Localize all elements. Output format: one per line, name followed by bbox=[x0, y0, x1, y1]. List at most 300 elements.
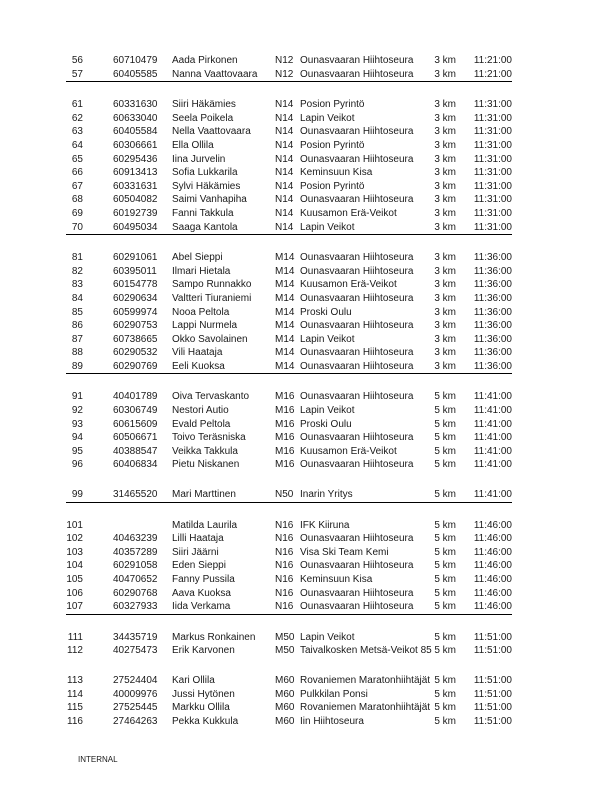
id-cell: 27525445 bbox=[113, 702, 158, 714]
time-cell: 11:36:00 bbox=[473, 360, 512, 372]
name-cell: Sylvi Häkämies bbox=[172, 180, 241, 192]
time-cell: 11:51:00 bbox=[473, 688, 512, 700]
dist-cell: 3 km bbox=[434, 68, 456, 80]
id-cell: 60405585 bbox=[113, 68, 158, 80]
id-cell: 40470652 bbox=[113, 574, 158, 585]
table-row bbox=[66, 221, 512, 235]
cls-cell: N16 bbox=[275, 533, 294, 545]
club-cell: Kuusamon Erä-Veikot bbox=[300, 207, 397, 219]
cls-cell: N14 bbox=[275, 112, 294, 124]
time-cell: 11:46:00 bbox=[473, 533, 512, 545]
cls-cell: M60 bbox=[275, 715, 295, 727]
club-cell: Ounasvaaran Hiihtoseura bbox=[300, 194, 414, 206]
id-cell: 40275473 bbox=[113, 645, 158, 657]
club-cell: IFK Kiiruna bbox=[300, 519, 350, 531]
table-row bbox=[66, 631, 512, 645]
time-cell: 11:41:00 bbox=[473, 489, 512, 501]
time-cell: 11:41:00 bbox=[473, 418, 512, 430]
club-cell: Ounasvaaran Hiihtoseura bbox=[300, 68, 414, 80]
name-cell: Fanny Pussila bbox=[172, 574, 235, 585]
table-row bbox=[66, 688, 512, 702]
name-cell: Evald Peltola bbox=[172, 418, 231, 430]
table-row bbox=[66, 98, 512, 112]
cls-cell: N14 bbox=[275, 99, 294, 111]
dist-cell: 5 km bbox=[434, 674, 456, 686]
club-cell: Keminsuun Kisa bbox=[300, 167, 373, 179]
bib-cell: 94 bbox=[71, 432, 83, 444]
club-cell: Keminsuun Kisa bbox=[300, 574, 373, 585]
dist-cell: 3 km bbox=[434, 279, 456, 291]
club-cell: Ounasvaaran Hiihtoseura bbox=[300, 432, 414, 444]
time-cell: 11:36:00 bbox=[473, 265, 512, 277]
id-cell: 60913413 bbox=[113, 167, 158, 179]
name-cell: Nella Vaattovaara bbox=[172, 126, 251, 138]
table-row bbox=[66, 431, 512, 445]
time-cell: 11:31:00 bbox=[473, 180, 512, 192]
id-cell: 60290532 bbox=[113, 347, 158, 359]
cls-cell: N16 bbox=[275, 574, 294, 585]
dist-cell: 5 km bbox=[434, 459, 456, 471]
dist-cell: 5 km bbox=[434, 702, 456, 714]
dist-cell: 3 km bbox=[434, 194, 456, 206]
id-cell: 60405584 bbox=[113, 126, 158, 138]
bib-cell: 103 bbox=[66, 546, 83, 558]
table-row bbox=[66, 701, 512, 715]
id-cell: 60192739 bbox=[113, 207, 158, 219]
dist-cell: 5 km bbox=[434, 631, 456, 643]
time-cell: 11:36:00 bbox=[473, 320, 512, 332]
id-cell: 60738665 bbox=[113, 333, 158, 345]
table-row bbox=[66, 390, 512, 404]
id-cell: 60615609 bbox=[113, 418, 158, 430]
id-cell: 60290634 bbox=[113, 292, 158, 304]
time-cell: 11:31:00 bbox=[473, 221, 512, 233]
cls-cell: N12 bbox=[275, 68, 294, 80]
table-row bbox=[66, 644, 512, 658]
dist-cell: 5 km bbox=[434, 574, 456, 585]
bib-cell: 84 bbox=[71, 292, 83, 304]
bib-cell: 107 bbox=[66, 601, 83, 613]
club-cell: Ounasvaaran Hiihtoseura bbox=[300, 560, 414, 572]
name-cell: Ilmari Hietala bbox=[172, 265, 231, 277]
table-row bbox=[66, 292, 512, 306]
time-cell: 11:46:00 bbox=[473, 601, 512, 613]
name-cell: Markus Ronkainen bbox=[172, 631, 256, 643]
id-cell: 60406834 bbox=[113, 459, 158, 471]
bib-cell: 113 bbox=[67, 674, 83, 686]
bib-cell: 91 bbox=[71, 391, 83, 403]
id-cell: 60395011 bbox=[113, 265, 157, 277]
id-cell: 60331630 bbox=[113, 99, 158, 111]
bib-cell: 95 bbox=[71, 445, 83, 457]
club-cell: Ounasvaaran Hiihtoseura bbox=[300, 587, 414, 599]
id-cell: 60290769 bbox=[113, 360, 158, 372]
dist-cell: 3 km bbox=[434, 306, 456, 318]
cls-cell: M14 bbox=[275, 279, 295, 291]
table-row bbox=[66, 559, 512, 573]
start-group-ruled bbox=[66, 98, 512, 235]
id-cell: 40357289 bbox=[113, 546, 158, 558]
time-cell: 11:21:00 bbox=[473, 68, 512, 80]
club-cell: Visa Ski Team Kemi bbox=[300, 546, 389, 558]
name-cell: Toivo Teräsniska bbox=[172, 432, 246, 444]
club-cell: Rovaniemen Maratonhiihtäjät bbox=[300, 702, 431, 714]
name-cell: Sampo Runnakko bbox=[172, 279, 252, 291]
club-cell: Kuusamon Erä-Veikot bbox=[300, 445, 397, 457]
cls-cell: N14 bbox=[275, 207, 294, 219]
table-row bbox=[66, 715, 512, 729]
name-cell: Eeli Kuoksa bbox=[172, 360, 225, 372]
name-cell: Valtteri Tiuraniemi bbox=[172, 292, 252, 304]
bib-cell: 56 bbox=[71, 55, 83, 66]
time-cell: 11:31:00 bbox=[473, 207, 512, 219]
table-row bbox=[66, 600, 512, 614]
id-cell: 34435719 bbox=[113, 631, 158, 643]
table-row bbox=[66, 166, 512, 180]
table-row bbox=[66, 180, 512, 194]
table-row bbox=[66, 488, 512, 502]
id-cell: 60290768 bbox=[113, 587, 158, 599]
cls-cell: N14 bbox=[275, 221, 294, 233]
time-cell: 11:36:00 bbox=[473, 333, 512, 345]
cls-cell: M14 bbox=[275, 292, 295, 304]
club-cell: Posion Pyrintö bbox=[300, 99, 365, 111]
cls-cell: N16 bbox=[275, 560, 294, 572]
time-cell: 11:31:00 bbox=[473, 153, 512, 165]
club-cell: Rovaniemen Maratonhiihtäjät bbox=[300, 674, 431, 686]
name-cell: Aava Kuoksa bbox=[172, 587, 231, 599]
id-cell: 60504082 bbox=[113, 194, 158, 206]
id-cell: 60154778 bbox=[113, 279, 158, 291]
dist-cell: 3 km bbox=[434, 180, 456, 192]
time-cell: 11:41:00 bbox=[473, 391, 512, 403]
dist-cell: 3 km bbox=[434, 139, 456, 151]
table-row bbox=[66, 532, 512, 546]
start-group bbox=[66, 390, 512, 472]
club-cell: Ounasvaaran Hiihtoseura bbox=[300, 265, 414, 277]
table-row bbox=[66, 319, 512, 333]
dist-cell: 3 km bbox=[434, 347, 456, 359]
table-row bbox=[66, 125, 512, 139]
table-row bbox=[66, 360, 512, 374]
club-cell: Kuusamon Erä-Veikot bbox=[300, 279, 397, 291]
id-cell: 40401789 bbox=[113, 391, 158, 403]
cls-cell: M60 bbox=[275, 688, 295, 700]
name-cell: Oiva Tervaskanto bbox=[172, 391, 250, 403]
club-cell: Ounasvaaran Hiihtoseura bbox=[300, 252, 414, 264]
dist-cell: 5 km bbox=[434, 533, 456, 545]
dist-cell: 3 km bbox=[434, 55, 456, 66]
cls-cell: M50 bbox=[275, 631, 295, 643]
bib-cell: 64 bbox=[71, 139, 83, 151]
time-cell: 11:51:00 bbox=[473, 674, 512, 686]
bib-cell: 116 bbox=[67, 715, 83, 727]
dist-cell: 5 km bbox=[434, 445, 456, 457]
club-cell: Ounasvaaran Hiihtoseura bbox=[300, 292, 414, 304]
time-cell: 11:46:00 bbox=[473, 519, 512, 531]
name-cell: Iina Jurvelin bbox=[172, 153, 226, 165]
time-cell: 11:51:00 bbox=[473, 715, 512, 727]
time-cell: 11:46:00 bbox=[473, 546, 512, 558]
cls-cell: M14 bbox=[275, 252, 295, 264]
bib-cell: 102 bbox=[66, 533, 83, 545]
cls-cell: M14 bbox=[275, 265, 295, 277]
id-cell: 60291058 bbox=[113, 560, 158, 572]
bib-cell: 82 bbox=[71, 265, 83, 277]
id-cell: 60710479 bbox=[113, 55, 158, 66]
name-cell: Fanni Takkula bbox=[172, 207, 234, 219]
bib-cell: 114 bbox=[67, 688, 83, 700]
name-cell: Saimi Vanhapiha bbox=[172, 194, 247, 206]
cls-cell: M60 bbox=[275, 702, 295, 714]
dist-cell: 5 km bbox=[434, 715, 456, 727]
id-cell: 60290753 bbox=[113, 320, 158, 332]
table-row bbox=[66, 445, 512, 459]
club-cell: Ounasvaaran Hiihtoseura bbox=[300, 533, 414, 545]
time-cell: 11:31:00 bbox=[473, 99, 512, 111]
name-cell: Lappi Nurmela bbox=[172, 320, 238, 332]
dist-cell: 3 km bbox=[434, 320, 456, 332]
id-cell: 31465520 bbox=[113, 489, 158, 501]
cls-cell: N14 bbox=[275, 194, 294, 206]
cls-cell: M14 bbox=[275, 360, 295, 372]
time-cell: 11:41:00 bbox=[473, 445, 512, 457]
id-cell: 27464263 bbox=[113, 715, 158, 727]
cls-cell: M16 bbox=[275, 391, 295, 403]
bib-cell: 85 bbox=[71, 306, 83, 318]
name-cell: Nanna Vaattovaara bbox=[172, 68, 258, 80]
cls-cell: N14 bbox=[275, 126, 294, 138]
dist-cell: 3 km bbox=[434, 167, 456, 179]
start-group bbox=[66, 631, 512, 658]
name-cell: Jussi Hytönen bbox=[172, 688, 235, 700]
time-cell: 11:41:00 bbox=[473, 405, 512, 417]
table-row bbox=[66, 139, 512, 153]
bib-cell: 67 bbox=[71, 180, 83, 192]
club-cell: Lapin Veikot bbox=[300, 333, 355, 345]
dist-cell: 5 km bbox=[434, 405, 456, 417]
club-cell: Proski Oulu bbox=[300, 418, 352, 430]
club-cell: Ounasvaaran Hiihtoseura bbox=[300, 153, 414, 165]
name-cell: Vili Haataja bbox=[172, 347, 223, 359]
bib-cell: 65 bbox=[71, 153, 83, 165]
dist-cell: 3 km bbox=[434, 360, 456, 372]
name-cell: Siiri Jäärni bbox=[172, 546, 219, 558]
bib-cell: 106 bbox=[66, 587, 83, 599]
name-cell: Erik Karvonen bbox=[172, 645, 235, 657]
dist-cell: 5 km bbox=[434, 601, 456, 613]
time-cell: 11:31:00 bbox=[473, 167, 512, 179]
bib-cell: 57 bbox=[71, 68, 83, 80]
name-cell: Okko Savolainen bbox=[172, 333, 248, 345]
club-cell: Posion Pyrintö bbox=[300, 180, 365, 192]
table-row bbox=[66, 546, 512, 560]
dist-cell: 3 km bbox=[434, 252, 456, 264]
cls-cell: N50 bbox=[275, 489, 294, 501]
footer-classification-label: INTERNAL bbox=[78, 755, 118, 764]
name-cell: Iida Verkama bbox=[172, 601, 231, 613]
club-cell: Ounasvaaran Hiihtoseura bbox=[300, 459, 414, 471]
name-cell: Aada Pirkonen bbox=[172, 55, 238, 66]
cls-cell: M16 bbox=[275, 418, 295, 430]
id-cell: 40388547 bbox=[113, 445, 158, 457]
time-cell: 11:36:00 bbox=[473, 279, 512, 291]
name-cell: Nooa Peltola bbox=[172, 306, 230, 318]
bib-cell: 104 bbox=[66, 560, 83, 572]
time-cell: 11:36:00 bbox=[473, 292, 512, 304]
cls-cell: M14 bbox=[275, 306, 295, 318]
table-row bbox=[66, 346, 512, 360]
bib-cell: 89 bbox=[71, 360, 83, 372]
club-cell: Ounasvaaran Hiihtoseura bbox=[300, 360, 414, 372]
start-list bbox=[66, 54, 512, 744]
table-row bbox=[66, 207, 512, 221]
dist-cell: 5 km bbox=[434, 489, 456, 501]
bib-cell: 81 bbox=[71, 252, 83, 264]
bib-cell: 62 bbox=[71, 112, 83, 124]
table-row bbox=[66, 278, 512, 292]
table-row bbox=[66, 265, 512, 279]
name-cell: Nestori Autio bbox=[172, 405, 229, 417]
bib-cell: 112 bbox=[67, 645, 83, 657]
id-cell: 27524404 bbox=[113, 674, 158, 686]
name-cell: Seela Poikela bbox=[172, 112, 234, 124]
id-cell: 60327933 bbox=[113, 601, 158, 613]
bib-cell: 99 bbox=[71, 489, 83, 501]
name-cell: Pietu Niskanen bbox=[172, 459, 240, 471]
time-cell: 11:31:00 bbox=[473, 112, 512, 124]
club-cell: Iin Hiihtoseura bbox=[300, 715, 364, 727]
name-cell: Mari Marttinen bbox=[172, 489, 236, 501]
dist-cell: 5 km bbox=[434, 418, 456, 430]
club-cell: Pulkkilan Ponsi bbox=[300, 688, 368, 700]
cls-cell: N16 bbox=[275, 546, 294, 558]
table-row bbox=[66, 418, 512, 432]
dist-cell: 5 km bbox=[434, 587, 456, 599]
dist-cell: 5 km bbox=[434, 519, 456, 531]
time-cell: 11:41:00 bbox=[473, 432, 512, 444]
cls-cell: N12 bbox=[275, 55, 294, 66]
cls-cell: M14 bbox=[275, 320, 295, 332]
table-row bbox=[66, 112, 512, 126]
club-cell: Ounasvaaran Hiihtoseura bbox=[300, 347, 414, 359]
time-cell: 11:31:00 bbox=[473, 139, 512, 151]
cls-cell: N14 bbox=[275, 153, 294, 165]
cls-cell: M14 bbox=[275, 333, 295, 345]
cls-cell: M16 bbox=[275, 432, 295, 444]
name-cell: Lilli Haataja bbox=[172, 533, 224, 545]
dist-cell: 5 km bbox=[434, 546, 456, 558]
table-row bbox=[66, 573, 512, 587]
time-cell: 11:31:00 bbox=[473, 126, 512, 138]
table-row bbox=[66, 674, 512, 688]
id-cell: 60306749 bbox=[113, 405, 158, 417]
table-row bbox=[66, 458, 512, 472]
table-row bbox=[66, 404, 512, 418]
time-cell: 11:51:00 bbox=[473, 645, 512, 657]
name-cell: Siiri Häkämies bbox=[172, 99, 236, 111]
table-row bbox=[66, 193, 512, 207]
dist-cell: 3 km bbox=[434, 221, 456, 233]
bib-cell: 70 bbox=[71, 221, 83, 233]
cls-cell: M60 bbox=[275, 674, 295, 686]
cls-cell: M14 bbox=[275, 347, 295, 359]
id-cell: 60331631 bbox=[113, 180, 158, 192]
bib-cell: 69 bbox=[71, 207, 83, 219]
name-cell: Markku Ollila bbox=[172, 702, 230, 714]
time-cell: 11:36:00 bbox=[473, 252, 512, 264]
time-cell: 11:21:00 bbox=[473, 55, 512, 66]
cls-cell: N14 bbox=[275, 167, 294, 179]
dist-cell: 5 km bbox=[434, 645, 456, 657]
start-group-ruled bbox=[66, 54, 512, 82]
id-cell: 40009976 bbox=[113, 688, 158, 700]
club-cell: Ounasvaaran Hiihtoseura bbox=[300, 391, 414, 403]
cls-cell: M16 bbox=[275, 405, 295, 417]
club-cell: Ounasvaaran Hiihtoseura bbox=[300, 55, 414, 66]
bib-cell: 61 bbox=[71, 99, 83, 111]
id-cell: 60506671 bbox=[113, 432, 158, 444]
name-cell: Pekka Kukkula bbox=[172, 715, 239, 727]
id-cell: 60295436 bbox=[113, 153, 158, 165]
cls-cell: N14 bbox=[275, 180, 294, 192]
dist-cell: 3 km bbox=[434, 292, 456, 304]
dist-cell: 5 km bbox=[434, 688, 456, 700]
name-cell: Saaga Kantola bbox=[172, 221, 238, 233]
bib-cell: 92 bbox=[71, 405, 83, 417]
cls-cell: N16 bbox=[275, 519, 294, 531]
id-cell: 60291061 bbox=[113, 252, 158, 264]
cls-cell: M16 bbox=[275, 445, 295, 457]
dist-cell: 3 km bbox=[434, 333, 456, 345]
club-cell: Taivalkosken Metsä-Veikot 85 bbox=[300, 645, 432, 657]
cls-cell: N16 bbox=[275, 601, 294, 613]
name-cell: Sofia Lukkarila bbox=[172, 167, 238, 179]
club-cell: Proski Oulu bbox=[300, 306, 352, 318]
bib-cell: 96 bbox=[71, 459, 83, 471]
bib-cell: 86 bbox=[71, 320, 83, 332]
time-cell: 11:36:00 bbox=[473, 306, 512, 318]
bib-cell: 93 bbox=[71, 418, 83, 430]
club-cell: Ounasvaaran Hiihtoseura bbox=[300, 126, 414, 138]
bib-cell: 115 bbox=[67, 702, 83, 714]
dist-cell: 3 km bbox=[434, 126, 456, 138]
dist-cell: 3 km bbox=[434, 265, 456, 277]
start-group bbox=[66, 674, 512, 728]
time-cell: 11:46:00 bbox=[473, 560, 512, 572]
cls-cell: N14 bbox=[275, 139, 294, 151]
table-row bbox=[66, 519, 512, 533]
time-cell: 11:46:00 bbox=[473, 574, 512, 585]
dist-cell: 3 km bbox=[434, 207, 456, 219]
club-cell: Lapin Veikot bbox=[300, 405, 355, 417]
club-cell: Ounasvaaran Hiihtoseura bbox=[300, 601, 414, 613]
dist-cell: 5 km bbox=[434, 391, 456, 403]
table-row bbox=[66, 153, 512, 167]
club-cell: Ounasvaaran Hiihtoseura bbox=[300, 320, 414, 332]
name-cell: Eden Sieppi bbox=[172, 560, 226, 572]
bib-cell: 101 bbox=[66, 519, 83, 531]
table-row bbox=[66, 251, 512, 265]
dist-cell: 3 km bbox=[434, 112, 456, 124]
club-cell: Lapin Veikot bbox=[300, 112, 355, 124]
bib-cell: 88 bbox=[71, 347, 83, 359]
dist-cell: 5 km bbox=[434, 432, 456, 444]
club-cell: Lapin Veikot bbox=[300, 221, 355, 233]
id-cell: 60599974 bbox=[113, 306, 158, 318]
bib-cell: 83 bbox=[71, 279, 83, 291]
time-cell: 11:51:00 bbox=[473, 702, 512, 714]
